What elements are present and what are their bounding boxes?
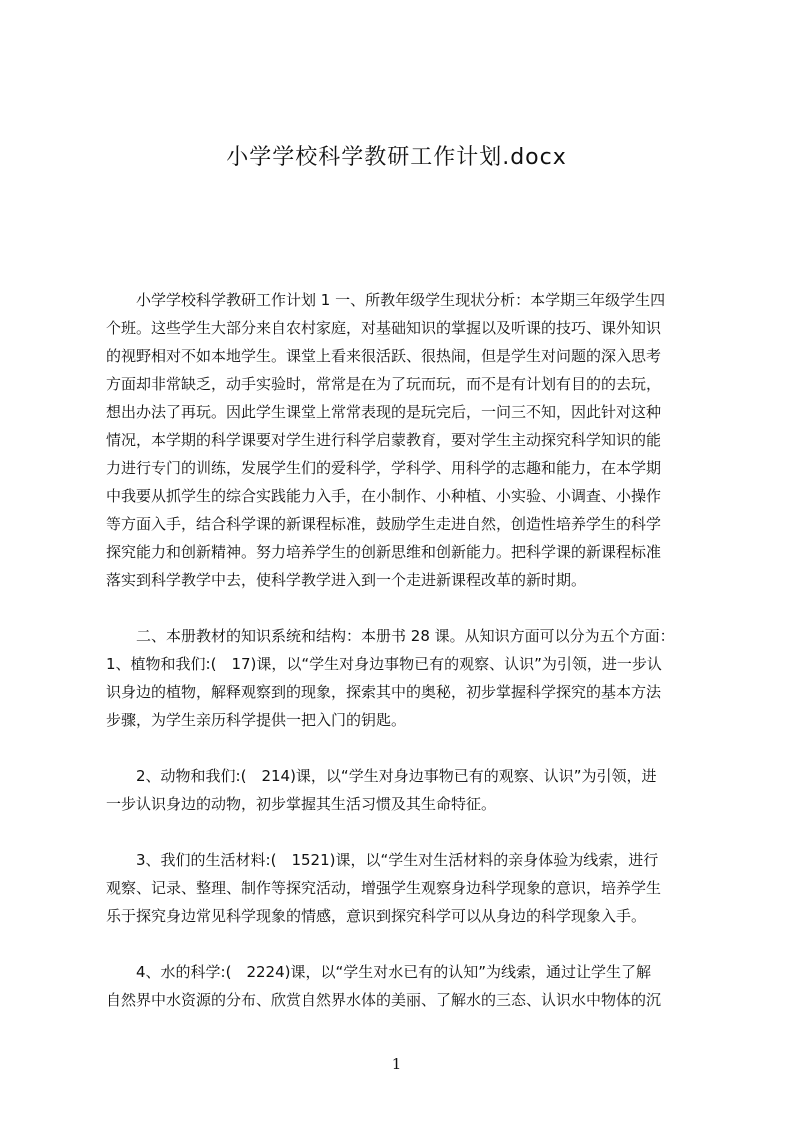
text-line: 中我要从抓学生的综合实践能力入手，在小制作、小种植、小实验、小调查、小操作	[106, 487, 662, 505]
paragraph-1	[106, 286, 700, 594]
text-line: 一步认识身边的动物，初步掌握其生活习惯及其生命特征。	[106, 795, 497, 813]
text-line: 个班。这些学生大部分来自农村家庭，对基础知识的掌握以及听课的技巧、课外知识	[106, 319, 662, 337]
text-line: 识身边的植物，解释观察到的现象，探索其中的奥秘，初步掌握科学探究的基本方法	[106, 683, 662, 701]
text-line: 方面却非常缺乏，动手实验时，常常是在为了玩而玩，而不是有计划有目的的去玩，	[106, 375, 662, 393]
text-line: 探究能力和创新精神。努力培养学生的创新思维和创新能力。把科学课的新课程标准	[106, 543, 662, 561]
paragraph-3	[106, 762, 700, 818]
paragraph-5	[106, 958, 700, 1014]
text-line: 等方面入手，结合科学课的新课程标准，鼓励学生走进自然，创造性培养学生的科学	[106, 515, 662, 533]
document-body	[106, 286, 700, 1042]
text-line: 小学学校科学教研工作计划 1 一、所教年级学生现状分析：本学期三年级学生四	[136, 291, 666, 309]
text-line: 落实到科学教学中去，使科学教学进入到一个走进新课程改革的新时期。	[106, 571, 587, 589]
text-line: 自然界中水资源的分布、欣赏自然界水体的美丽、了解水的三态、认识水中物体的沉	[106, 991, 662, 1009]
text-line: 情况，本学期的科学课要对学生进行科学启蒙教育，要对学生主动探究科学知识的能	[106, 431, 662, 449]
text-line: 4、水的科学:( 2224)课，以“学生对水已有的认知”为线索，通过让学生了解	[136, 963, 652, 981]
document-title: 小学学校科学教研工作计划.docx	[226, 145, 567, 170]
text-line: 力进行专门的训练，发展学生们的爱科学，学科学、用科学的志趣和能力，在本学期	[106, 459, 662, 477]
paragraph-4	[106, 846, 700, 930]
paragraph-2	[106, 622, 700, 734]
text-line: 1、植物和我们:( 17)课，以“学生对身边事物已有的观察、认识”为引领，进一步认	[106, 655, 662, 673]
text-line: 3、我们的生活材料:( 1521)课，以“学生对生活材料的亲身体验为线索，进行	[136, 851, 659, 869]
text-line: 的视野相对不如本地学生。课堂上看来很活跃、很热闹，但是学生对问题的深入思考	[106, 347, 662, 365]
text-line: 乐于探究身边常见科学现象的情感，意识到探究科学可以从身边的科学现象入手。	[106, 907, 647, 925]
text-line: 步骤，为学生亲历科学提供一把入门的钥匙。	[106, 711, 407, 729]
page-number: 1	[391, 1055, 402, 1073]
text-line: 二、本册教材的知识系统和结构：本册书 28 课。从知识方面可以分为五个方面：	[136, 627, 675, 645]
text-line: 观察、记录、整理、制作等探究活动，增强学生观察身边科学现象的意识，培养学生	[106, 879, 662, 897]
text-line: 想出办法了再玩。因此学生课堂上常常表现的是玩完后，一问三不知，因此针对这种	[106, 403, 662, 421]
text-line: 2、动物和我们:( 214)课，以“学生对身边事物已有的观察、认识”为引领，进	[136, 767, 657, 785]
